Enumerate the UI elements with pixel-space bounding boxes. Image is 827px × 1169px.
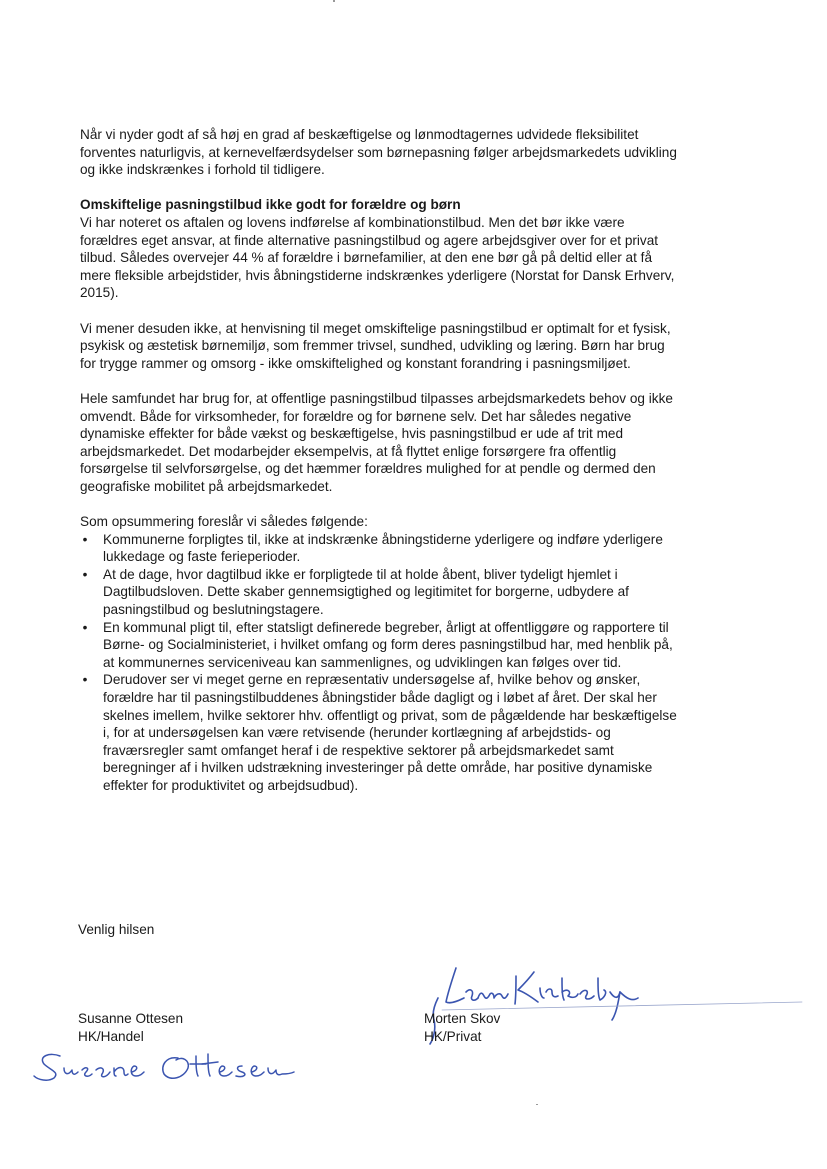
bullet-icon: • bbox=[82, 531, 88, 547]
signatory-org: HK/Privat bbox=[424, 1028, 482, 1044]
section-heading: Omskiftelige pasningstilbud ikke godt for forældre og børn bbox=[80, 197, 461, 213]
paragraph-kombinationstilbud: Vi har noteret os aftalen og lovens indførelse af kombinationstilbud. Men det bør ikke være forældres eget ansvar, at finde alternative pasningstilbud og agere arbejdsgiver over for et privat tilbud. Således overvejer 44 % af forældre i børnefamilier, at den ene bør gå på deltid eller at få mere fleksible arbejdstider, hvis åbningstiderne indskrænkes yderligere (Norstat for Dansk Erhverv, 2015). bbox=[80, 214, 675, 301]
handwritten-signature-left bbox=[30, 1048, 300, 1088]
letter-body bbox=[80, 126, 680, 795]
signatory-name: Morten Skov bbox=[424, 1011, 501, 1026]
scan-speck bbox=[333, 0, 335, 2]
summary-intro: Som opsummering foreslår vi således følgende: bbox=[80, 514, 368, 530]
bullet-icon: • bbox=[82, 566, 88, 582]
paragraph-intro: Når vi nyder godt af så høj en grad af beskæftigelse og lønmodtagernes udvidede fleksibilitet forventes naturligvis, at kernevelfærdsydelser som børnepasning følger arbejdsmarkedets udvikling og ikke indskrænkes i forhold til tidligere. bbox=[80, 127, 677, 178]
bullet-icon: • bbox=[82, 619, 88, 635]
list-item: • Derudover ser vi meget gerne en repræsentativ undersøgelse af, hvilke behov og ønsker, forældre har til pasningstilbuddenes åbningstider både dagligt og i løbet af året. Der skal her skelnes imellem, hvilke sektorer hhv. offentligt og privat, som de pågældende har beskæftigelse i, for at undersøgelsen kan være retvisende (herunder kortlægning af arbejdstids- og fraværsregler samt omfanget heraf i de respektive sektorer på arbejdsmarkedet samt beregninger af i hvilken udstrækning investeringer på dette område, har positive dynamiske effekter for produktivitet og arbejdsudbud). bbox=[80, 671, 680, 794]
paragraph-samfundet: Hele samfundet har brug for, at offentlige pasningstilbud tilpasses arbejdsmarkedets behov og ikke omvendt. Både for virksomheder, for forældre og for børnene selv. Det har således negative dynamiske effekter for både vækst og beskæftigelse, hvis pasningstilbud er ude af trit med arbejdsmarkedet. Det modarbejder eksempelvis, at få flyttet enlige forsørgere fra offentlig forsørgelse til selvforsørgelse, og det hæmmer forældres mulighed for at pendle og dermed den geografiske mobilitet på arbejdsmarkedet. bbox=[80, 390, 673, 494]
bullet-icon: • bbox=[82, 672, 88, 688]
paragraph-boernemiljoe: Vi mener desuden ikke, at henvisning til meget omskiftelige pasningstilbud er optimalt for et fysisk, psykisk og æstetisk børnemiljø, som fremmer trivsel, sundhed, udvikling og læring. Børn har brug for trygge rammer og omsorg - ikke omskiftelighed og konstant forandring i pasningsmiljøet. bbox=[80, 320, 671, 371]
section-block bbox=[80, 196, 680, 302]
signatory-name: Susanne Ottesen bbox=[78, 1011, 184, 1026]
proposal-list bbox=[80, 531, 680, 795]
closing-greeting: Venlig hilsen bbox=[78, 922, 155, 937]
list-item: • Kommunerne forpligtes til, ikke at indskrænke åbningstiderne yderligere og indføre yderligere lukkedage og faste ferieperioder. bbox=[80, 531, 680, 566]
signatory-left bbox=[78, 1010, 183, 1045]
signatory-org: HK/Handel bbox=[78, 1028, 144, 1044]
scan-speck bbox=[536, 1104, 538, 1105]
list-item: • En kommunal pligt til, efter statsligt definerede begreber, årligt at offentliggøre og rapportere til Børne- og Socialministeriet, i hvilket omfang og form deres pasningstilbud har, med henblik på, at kommunernes serviceniveau kan sammenlignes, og udviklingen kan følges over tid. bbox=[80, 619, 680, 672]
list-item: • At de dage, hvor dagtilbud ikke er forpligtede til at holde åbent, bliver tydeligt hjemlet i Dagtilbudsloven. Dette skaber gennemsigtighed og legitimitet for borgerne, udbydere af pasningstilbud og beslutningstagere. bbox=[80, 566, 680, 619]
signatory-right bbox=[424, 1010, 500, 1045]
